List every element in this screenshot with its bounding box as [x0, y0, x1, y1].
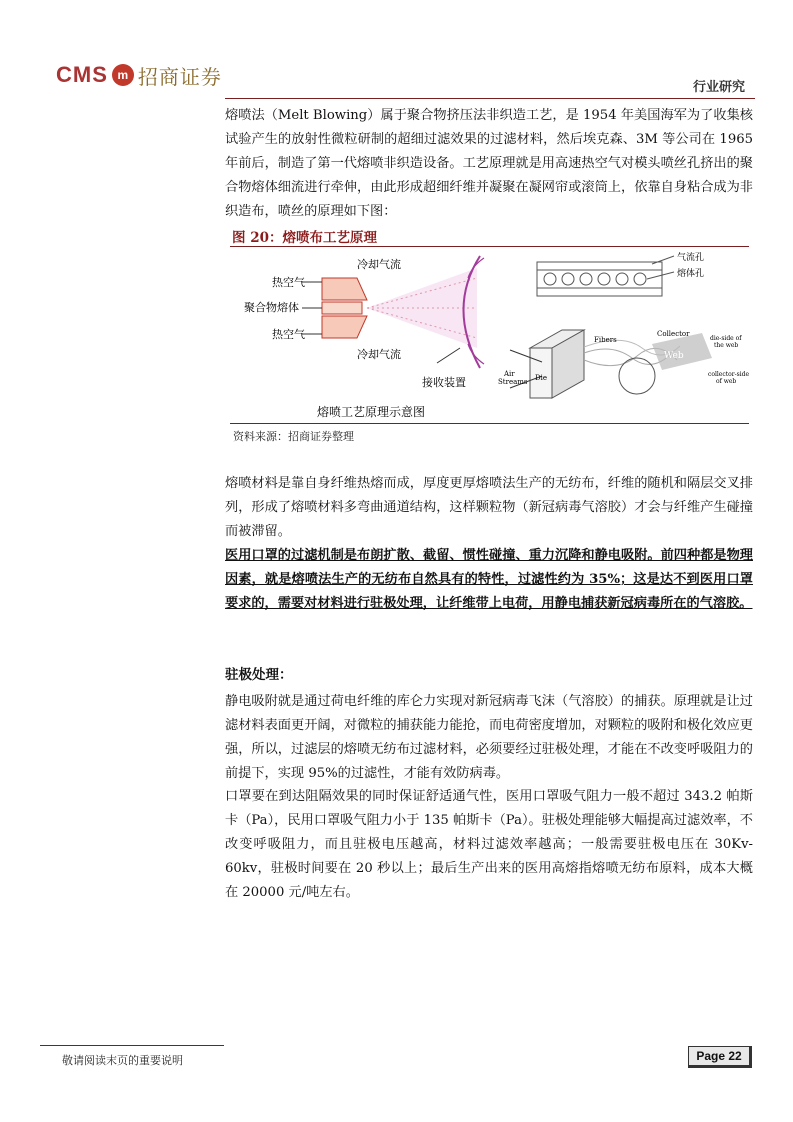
label-cooling-top: 冷却气流: [357, 258, 401, 271]
figure-bottom-rule: [230, 423, 749, 424]
header-divider: [225, 98, 755, 99]
melt-hole: [562, 273, 574, 285]
label-receiver: 接收装置: [422, 376, 466, 389]
melt-hole: [634, 273, 646, 285]
label-cooling-bottom: 冷却气流: [357, 348, 401, 361]
melt-blown-process-diagram: [232, 248, 752, 422]
die-collector-illustration: [498, 330, 749, 398]
label-hot-air-top: 热空气: [272, 276, 305, 289]
diagram-caption: 熔喷工艺原理示意图: [317, 405, 426, 419]
melt-hole: [544, 273, 556, 285]
label-die: Die: [535, 374, 547, 382]
die-cross-section: [537, 251, 704, 296]
page-number: Page 22: [688, 1046, 752, 1068]
pointer: [652, 256, 674, 264]
label-air: Air: [504, 370, 515, 378]
figure-title: 图 20：熔喷布工艺原理: [232, 230, 377, 246]
label-streams: Streams: [498, 378, 528, 386]
figure-top-rule: [230, 246, 749, 247]
paragraph-filtration-mechanism: 医用口罩的过滤机制是布朗扩散、截留、惯性碰撞、重力沉降和静电吸附。前四种都是物理因素，就是熔喷法生产的无纺布自然具有的特性，过滤性约为 35%；这是达不到医用口罩要求的，需要对材料进行驻极处理，让纤维带上电荷，用静电捕获新冠病毒所在的气溶胶。: [225, 548, 753, 611]
logo-company-name: 招商证券: [137, 64, 222, 89]
company-logo: [56, 60, 222, 90]
label-die-side: die-side of: [710, 335, 742, 342]
footer-disclaimer: 敬请阅读末页的重要说明: [62, 1054, 183, 1067]
logo-cms-text: CMS: [56, 62, 108, 87]
label-polymer-melt: 聚合物熔体: [244, 301, 299, 314]
label-hot-air-bottom: 热空气: [272, 328, 305, 341]
section-label: 行业研究: [692, 80, 745, 95]
intro-paragraph: 熔喷法（Melt Blowing）属于聚合物挤压法非织造工艺，是 1954 年美国海军为了收集核试验产生的放射性微粒研制的超细过滤效果的过滤材料，然后埃克森、3M 等公司在 1965 年前后，制造了第一代熔喷非织造设备。工艺原理就是用高速热空气对模头喷丝孔挤出的聚合物熔体细流进行牵伸，由此形成超细纤维并凝聚在凝网帘或滚筒上，依靠自身粘合成为非织造布，喷丝的原理如下图：: [225, 108, 753, 219]
paragraph-electrostatic: 静电吸附就是通过荷电纤维的库仑力实现对新冠病毒飞沫（气溶胶）的捕获。原理就是让过滤材料表面更开阔，对微粒的捕获能力能抢，而电荷密度增加，对颗粒的吸附和极化效应更强，所以，过滤层的熔喷无纺布过滤材料，必须要经过驻极处理，才能在不改变呼吸阻力的前提下，实现 95%的过滤性，才能有效防病毒。: [225, 694, 753, 781]
logo-badge-icon: m: [112, 64, 134, 86]
melt-channel: [322, 302, 362, 314]
label-collector-side-2: of web: [716, 378, 737, 385]
die-schematic: [244, 256, 484, 419]
die-block-top: [322, 278, 367, 300]
paragraph-breathing-resistance: 口罩要在到达阻隔效果的同时保证舒适通气性，医用口罩吸气阻力一般不超过 343.2 帕斯卡（Pa），民用口罩吸气阻力小于 135 帕斯卡（Pa）。驻极处理能够大幅提高过滤效率，不改变呼吸阻力，而且驻极电压越高，材料过滤效率越高；一般需要驻极电压在 30Kv-60kv，驻极时间要在 20 秒以上；最后生产出来的医用高熔指熔喷无纺布原料，成本大概在 20000 元/吨左右。: [225, 789, 753, 900]
footer-divider: [40, 1045, 224, 1046]
label-collector-side: collector-side: [708, 371, 750, 378]
paragraph-fiber-structure: 熔喷材料是靠自身纤维热熔而成，厚度更厚熔喷法生产的无纺布，纤维的随机和隔层交叉排列，形成了熔喷材料多弯曲通道结构，这样颗粒物（新冠病毒气溶胶）才会与纤维产生碰撞而被滞留。: [225, 476, 753, 539]
label-die-side-2: the web: [714, 342, 739, 349]
melt-hole: [616, 273, 628, 285]
figure-source: 资料来源：招商证券整理: [233, 430, 354, 443]
pointer: [647, 272, 674, 279]
melt-hole: [580, 273, 592, 285]
label-melt-hole: 熔体孔: [677, 269, 705, 279]
section-subhead-electret: 驻极处理：: [225, 667, 293, 683]
label-collector: Collector: [657, 330, 690, 338]
die-block-bottom: [322, 316, 367, 338]
collector-drum: [619, 358, 655, 394]
label-fibers: Fibers: [594, 336, 617, 344]
label-web: Web: [664, 351, 684, 361]
label-air-hole: 气流孔: [677, 253, 705, 263]
melt-hole: [598, 273, 610, 285]
receiver-pointer: [437, 348, 460, 363]
die-front: [530, 348, 552, 398]
